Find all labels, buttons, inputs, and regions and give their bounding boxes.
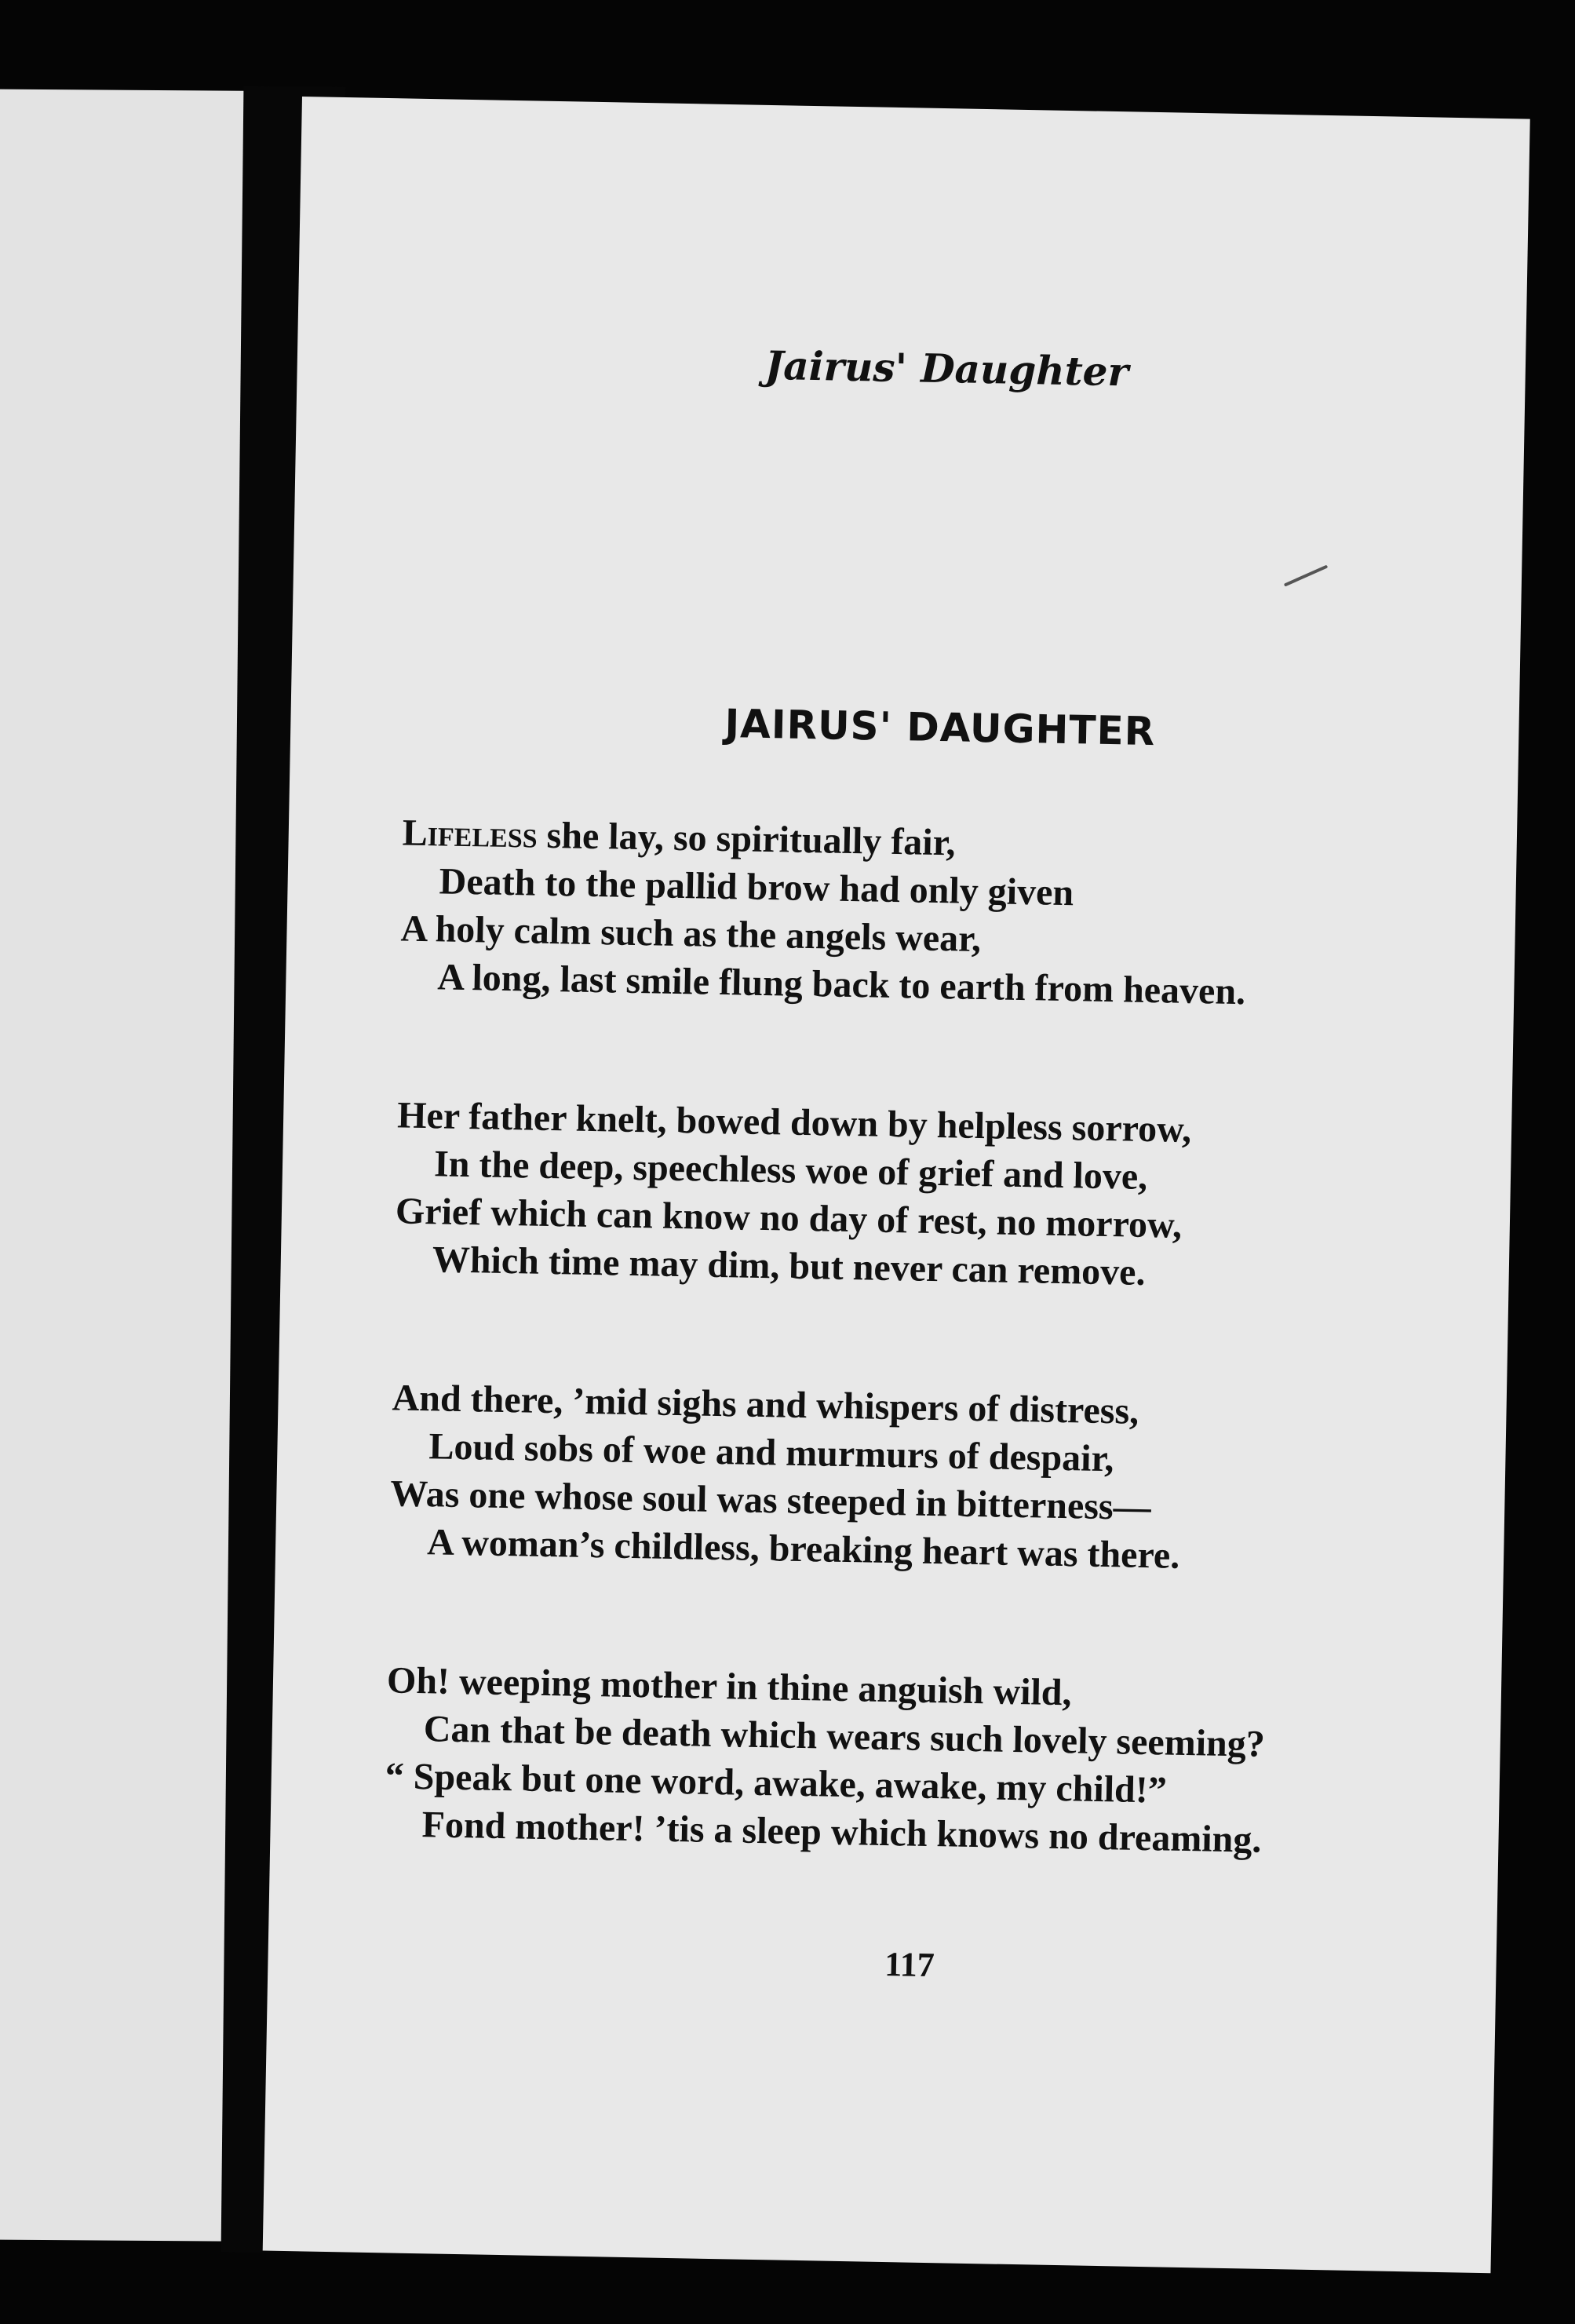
poem-line: “ Speak but one word, awake, awake, my child!”	[385, 1755, 1168, 1811]
right-page	[263, 97, 1530, 2273]
poem-line: A long, last smile flung back to earth from heaven.	[436, 956, 1246, 1013]
poem-line: Can that be death which wears such lovely seeming?	[423, 1708, 1266, 1765]
poem-line: Loud sobs of woe and murmurs of despair,	[428, 1425, 1114, 1480]
opening-word: Lifeless	[402, 812, 538, 856]
poem-body	[382, 809, 1446, 1958]
poem-line: Grief which can know no day of rest, no morrow,	[395, 1190, 1183, 1246]
running-head: Jairus' Daughter	[764, 341, 1129, 396]
line-text: she lay, so spiritually fair,	[537, 814, 957, 864]
poem-line: Was one whose soul was steeped in bitterness—	[389, 1472, 1152, 1529]
stanza-4	[384, 1656, 1431, 1866]
poem-line: Oh! weeping mother in thine anguish wild,	[386, 1659, 1072, 1714]
poem-line: And there, ’mid sighs and whispers of distress,	[392, 1377, 1139, 1432]
stanza-3	[389, 1374, 1436, 1584]
scan-mark	[1284, 565, 1328, 587]
page-number: 117	[884, 1945, 935, 1985]
poem-line: A woman’s childless, breaking heart was there.	[426, 1521, 1180, 1577]
poem-line: A holy calm such as the angels wear,	[400, 907, 982, 961]
poem-line: In the deep, speechless woe of grief and love,	[433, 1143, 1148, 1198]
poem-title: JAIRUS' DAUGHTER	[724, 701, 1156, 755]
poem-line: Death to the pallid brow had only given	[439, 860, 1074, 914]
poem-line: Fond mother! ’tis a sleep which knows no dreaming.	[421, 1804, 1262, 1861]
stanza-1	[399, 809, 1446, 1020]
poem-line: Which time may dim, but never can remove.	[432, 1239, 1147, 1293]
stanza-2	[394, 1091, 1441, 1301]
poem-line: Her father knelt, bowed down by helpless sorrow,	[396, 1094, 1192, 1151]
